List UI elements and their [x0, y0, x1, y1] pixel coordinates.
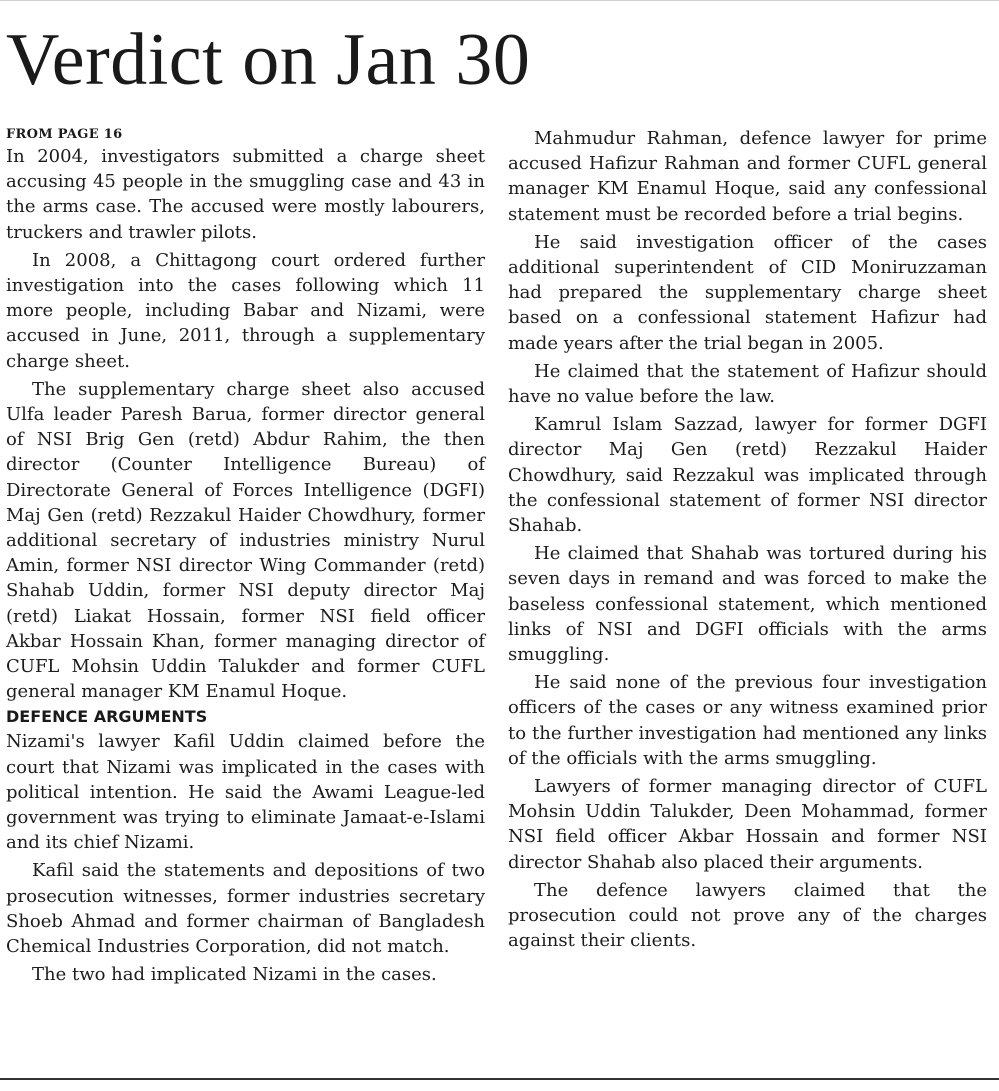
- paragraph: In 2004, investigators submitted a charge sheet accusing 45 people in the smuggling case and 43 in the arms case. The accused were mostly labourers, truckers and trawler pilots.: [6, 146, 485, 243]
- paragraph: He claimed that the statement of Hafizur should have no value before the law.: [508, 360, 987, 408]
- paragraph: In 2008, a Chittagong court ordered further investigation into the cases following which 11 more people, including Babar and Nizami, were accused in June, 2011, through a supplementary charge sheet.: [6, 249, 485, 372]
- paragraph: Nizami's lawyer Kafil Uddin claimed before the court that Nizami was implicated in the cases with political intention. He said the Awami League-led government was trying to eliminate Jamaat-e-Islami and its chief Nizami.: [6, 731, 485, 854]
- paragraph: Lawyers of former managing director of CUFL Mohsin Uddin Talukder, Deen Mohammad, former NSI field officer Akbar Hossain and former NSI director Shahab also placed their arguments.: [508, 776, 987, 873]
- paragraph: The supplementary charge sheet also accused Ulfa leader Paresh Barua, former director general of NSI Brig Gen (retd) Abdur Rahim, the then director (Counter Intelligence Bureau) of Directorate General of Forces Intelligence (DGFI) Maj Gen (retd) Rezzakul Haider Chowdhury, former additional secretary of industries ministry Nurul Amin, former NSI director Wing Commander (retd) Shahab Uddin, former NSI deputy director Maj (retd) Liakat Hossain, former NSI field officer Akbar Hossain Khan, former managing director of CUFL Mohsin Uddin Talukder and former CUFL general manager KM Enamul Hoque.: [6, 378, 485, 703]
- headline: Verdict on Jan 30: [6, 19, 531, 101]
- paragraph: He said investigation officer of the cases additional superintendent of CID Moniruzzaman had prepared the supplementary charge sheet based on a confessional statement Hafizur had made years after the trial began in 2005.: [508, 231, 987, 354]
- paragraph: He claimed that Shahab was tortured during his seven days in remand and was forced to make the baseless confessional statement, which mentioned links of NSI and DGFI officials with the arms smuggling.: [508, 543, 987, 666]
- top-rule: [0, 0, 999, 1]
- paragraph: Mahmudur Rahman, defence lawyer for prime accused Hafizur Rahman and former CUFL general manager KM Enamul Hoque, said any confessional statement must be recorded before a trial begins.: [508, 128, 987, 225]
- article-column-right: [508, 126, 987, 954]
- paragraph: The two had implicated Nizami in the cases.: [32, 964, 437, 986]
- paragraph: Kamrul Islam Sazzad, lawyer for former DGFI director Maj Gen (retd) Rezzakul Haider Chowdhury, said Rezzakul was implicated through the confessional statement of former NSI director Shahab.: [508, 414, 987, 537]
- section-subhead: DEFENCE ARGUMENTS: [6, 707, 208, 727]
- article-column-left: [6, 126, 485, 988]
- bottom-rule: [0, 1078, 999, 1080]
- paragraph: The defence lawyers claimed that the prosecution could not prove any of the charges against their clients.: [508, 879, 987, 952]
- paragraph: He said none of the previous four investigation officers of the cases or any witness examined prior to the further investigation had mentioned any links of the officials with the arms smuggling.: [508, 672, 987, 769]
- paragraph: Kafil said the statements and depositions of two prosecution witnesses, former industries secretary Shoeb Ahmad and former chairman of Bangladesh Chemical Industries Corporation, did not match.: [6, 860, 485, 958]
- continued-from-label: FROM PAGE 16: [6, 127, 123, 142]
